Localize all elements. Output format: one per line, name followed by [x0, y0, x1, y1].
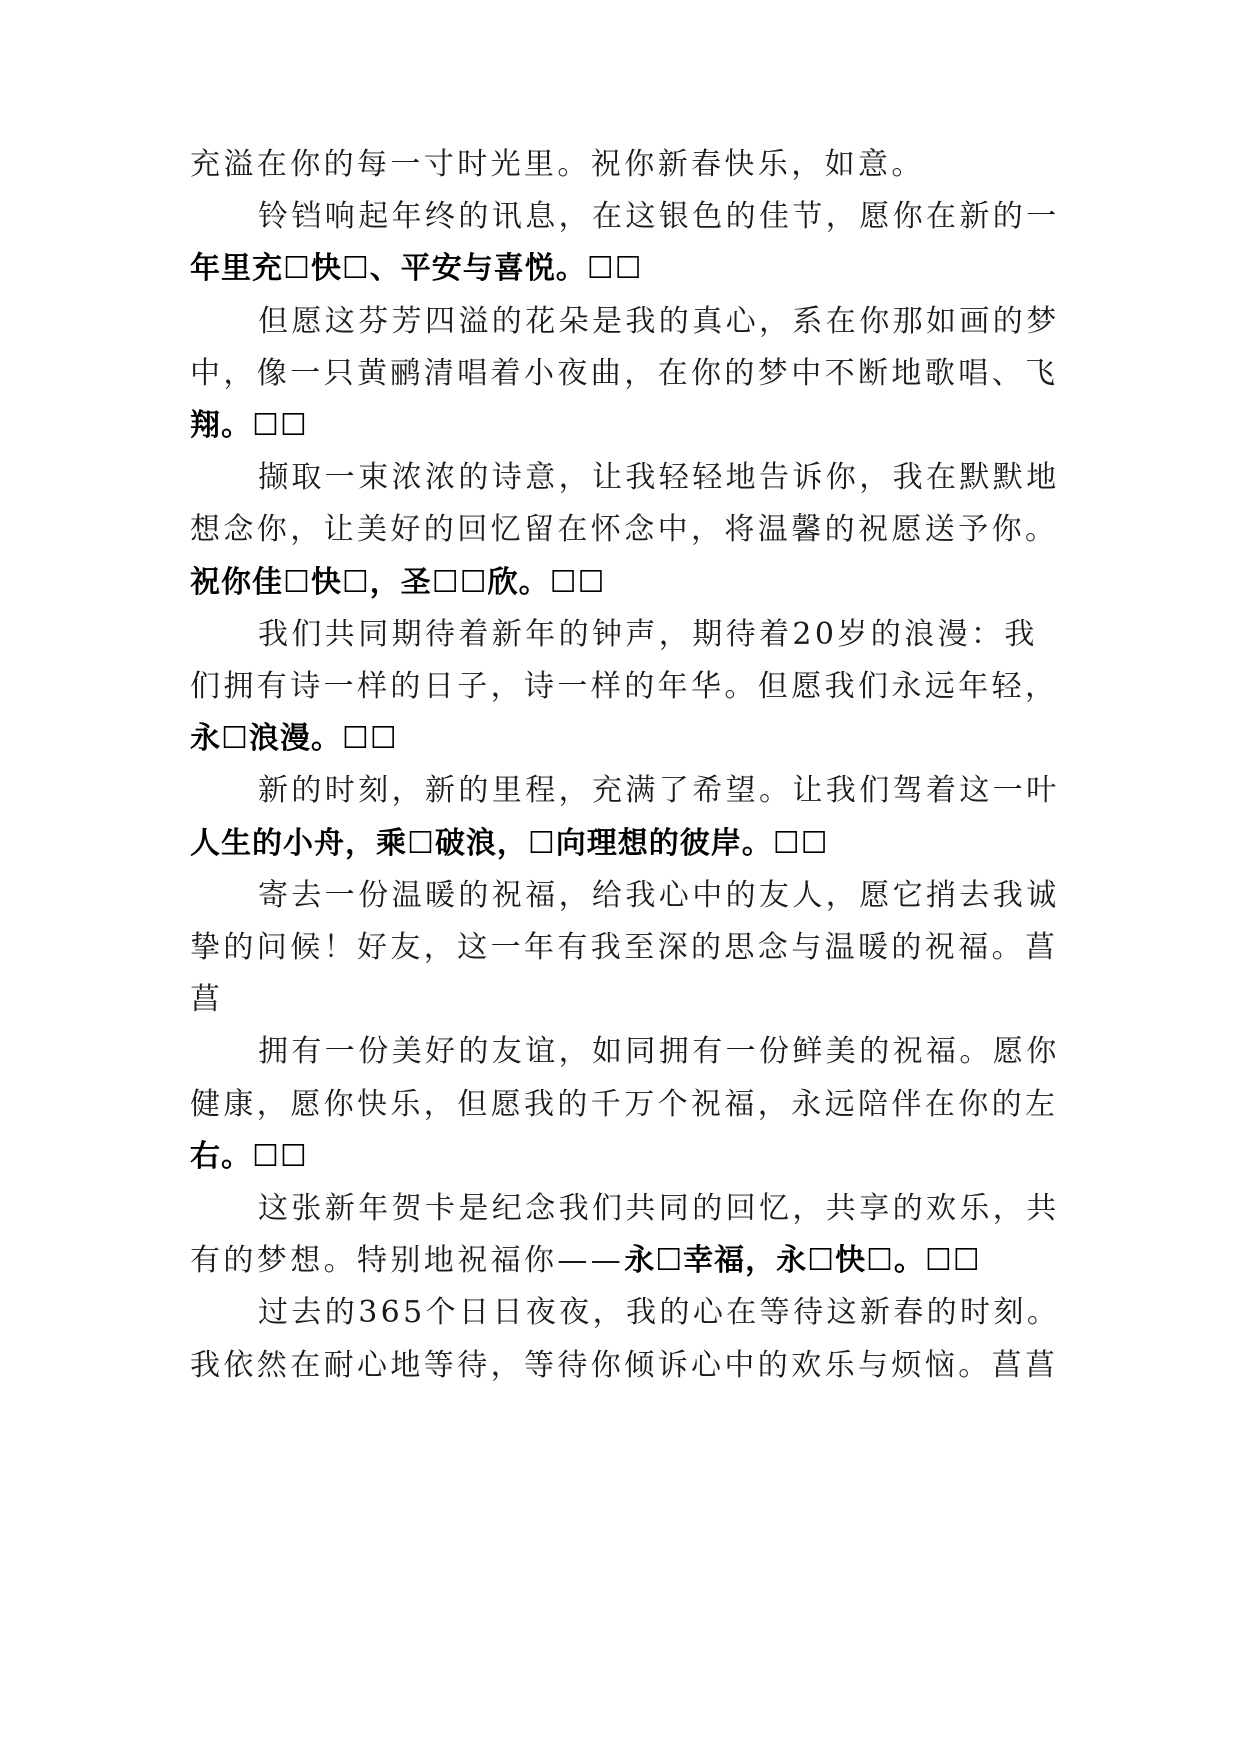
- text-line: [190, 240, 1090, 298]
- text-line: [190, 1128, 1090, 1186]
- text-segment: 寄去一份温暖的祝福，给我心中的友人，愿它捎去我诚: [258, 877, 1060, 913]
- text-segment: 菖: [190, 982, 224, 1018]
- text-line: [190, 397, 1090, 455]
- text-segment: 中，像一只黄鹂清唱着小夜曲，在你的梦中不断地歌唱、飞: [190, 355, 1059, 391]
- text-segment: 这张新年贺卡是纪念我们共同的回忆，共享的欢乐，共: [258, 1191, 1060, 1226]
- text-segment: 过去的365个日日夜夜，我的心在等待这新春的时刻。: [258, 1295, 1061, 1331]
- text-line: [258, 762, 1090, 820]
- text-segment: 有的梦想。特别地祝福你——: [190, 1243, 625, 1279]
- text-segment: 想念你，让美好的回忆留在怀念中，将温馨的祝愿送予你。: [190, 512, 1059, 548]
- text-line: [190, 1232, 1090, 1290]
- text-line: [258, 1023, 1090, 1081]
- text-segment: 充溢在你的每一寸时光里。祝你新春快乐，如意。: [190, 147, 925, 182]
- text-line: [258, 449, 1090, 507]
- text-segment: 拥有一份美好的友谊，如同拥有一份鲜美的祝福。愿你: [258, 1034, 1060, 1070]
- text-segment: 撷取一束浓浓的诗意，让我轻轻地告诉你，我在默默地: [258, 460, 1060, 496]
- bold-text-segment: 翔。☐☐: [190, 408, 308, 443]
- text-segment: 健康，愿你快乐，但愿我的千万个祝福，永远陪伴在你的左: [190, 1086, 1059, 1122]
- bold-text-segment: 年里充☐快☐、平安与喜悦。☐☐: [190, 251, 643, 287]
- text-line: [258, 293, 1090, 351]
- text-segment: 新的时刻，新的里程，充满了希望。让我们驾着这一叶: [258, 773, 1060, 809]
- bold-text-segment: 永☐幸福，永☐快☐。☐☐: [624, 1243, 981, 1279]
- text-line: [258, 867, 1090, 925]
- text-segment: 铃铛响起年终的讯息，在这银色的佳节，愿你在新的一: [258, 199, 1060, 235]
- text-line: [190, 710, 1090, 768]
- bold-text-segment: 人生的小舟，乘☐破浪，☐向理想的彼岸。☐☐: [190, 825, 829, 861]
- bold-text-segment: 永☐浪漫。☐☐: [190, 721, 398, 757]
- text-line: [258, 606, 1090, 664]
- text-line: [190, 971, 1090, 1029]
- text-line: [190, 136, 1090, 194]
- text-line: [190, 919, 1090, 977]
- text-line: [190, 501, 1090, 559]
- bold-text-segment: 祝你佳☐快☐，圣☐☐欣。☐☐: [190, 564, 606, 600]
- text-line: [190, 345, 1090, 403]
- text-segment: 但愿这芬芳四溢的花朵是我的真心，系在你那如画的梦: [258, 303, 1060, 339]
- text-line: [190, 1076, 1090, 1134]
- text-segment: 挚的问候！好友，这一年有我至深的思念与温暖的祝福。菖: [190, 930, 1059, 965]
- text-segment: 我依然在耐心地等待，等待你倾诉心中的欢乐与烦恼。菖菖: [190, 1347, 1059, 1383]
- text-segment: 们拥有诗一样的日子，诗一样的年华。但愿我们永远年轻，: [190, 669, 1059, 704]
- text-line: [258, 1180, 1090, 1238]
- text-line: [258, 188, 1090, 246]
- text-segment: 我们共同期待着新年的钟声，期待着20岁的浪漫：我: [258, 616, 1038, 652]
- text-line: [190, 815, 1090, 873]
- text-line: [190, 554, 1090, 612]
- bold-text-segment: 右。☐☐: [190, 1138, 308, 1174]
- text-line: [258, 1284, 1090, 1342]
- text-line: [190, 1337, 1090, 1395]
- text-line: [190, 658, 1090, 716]
